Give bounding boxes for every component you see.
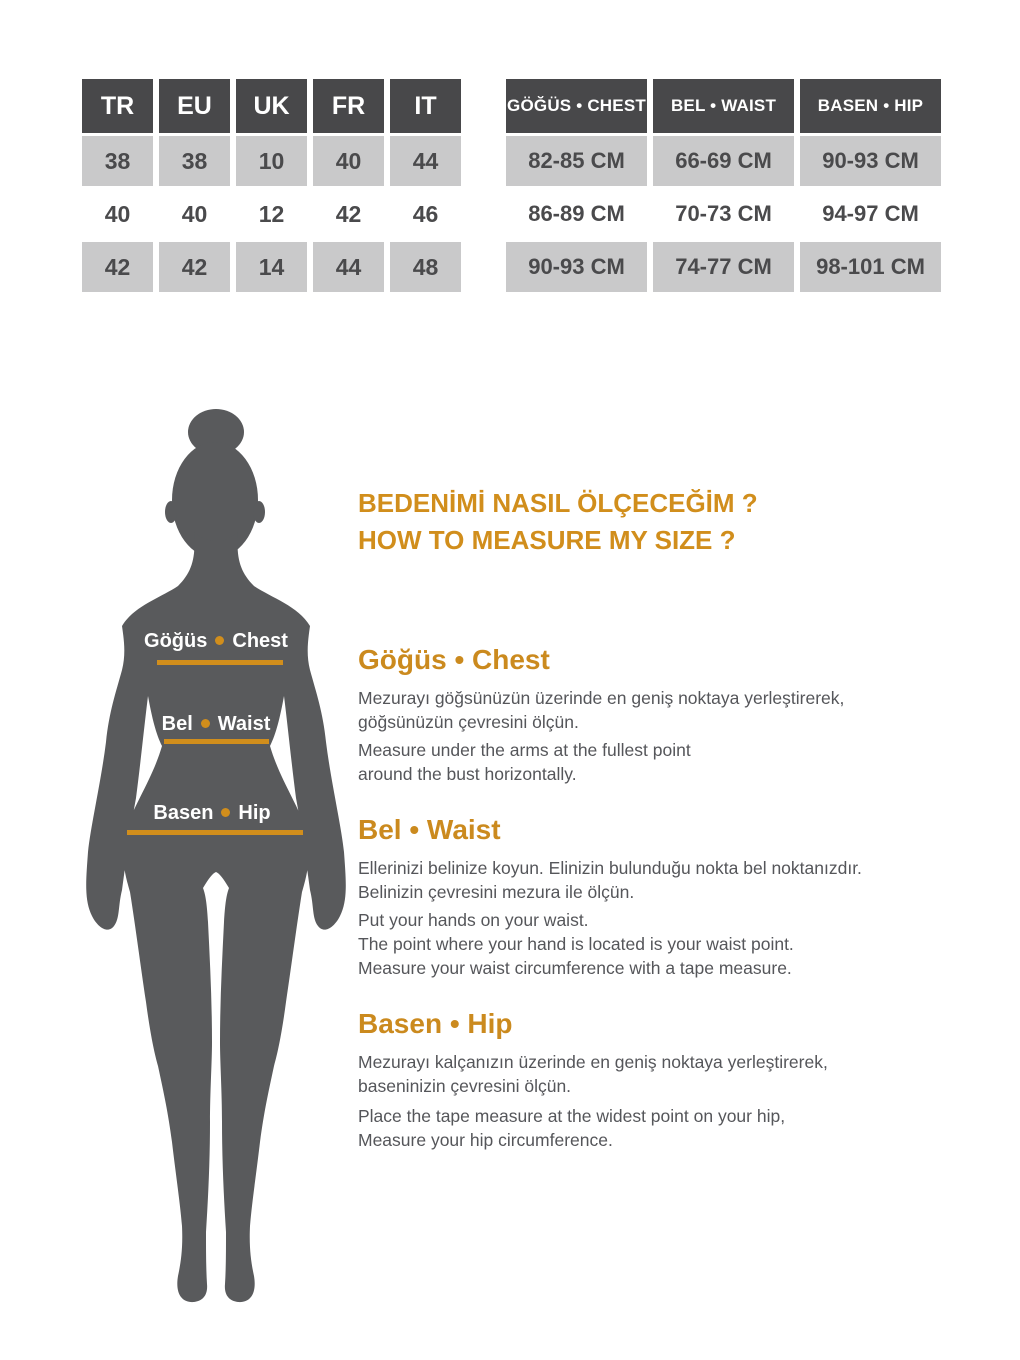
table-cell: 38 <box>159 136 230 186</box>
table-header-cell: BASEN • HIP <box>800 79 941 133</box>
table-header-cell: GÖĞÜS • CHEST <box>506 79 647 133</box>
table-cell: 66-69 CM <box>653 136 794 186</box>
table-cell: 48 <box>390 242 461 292</box>
figure-label-chest <box>106 630 326 653</box>
table-header-cell: IT <box>390 79 461 133</box>
figure-label-word-en: Hip <box>238 802 271 824</box>
waist-measure-line <box>164 739 269 744</box>
table-header-cell: EU <box>159 79 230 133</box>
table-cell: 40 <box>181 200 208 227</box>
table-cell: 40 <box>313 136 384 186</box>
section-heading-hip: Basen • Hip <box>358 1008 513 1039</box>
table-header-cell: TR <box>82 79 153 133</box>
figure-label-word-en: Waist <box>217 713 271 735</box>
figure-label-hip <box>102 802 322 825</box>
figure-label-word-en: Chest <box>232 630 288 652</box>
section-heading-chest: Göğüs • Chest <box>358 644 550 675</box>
table-cell: 10 <box>236 136 307 186</box>
table-header-cell: UK <box>236 79 307 133</box>
table-cell: 14 <box>236 242 307 292</box>
table-cell: 90-93 CM <box>506 242 647 292</box>
table-cell: 40 <box>104 200 131 227</box>
table-cell: 38 <box>82 136 153 186</box>
table-cell: 42 <box>159 242 230 292</box>
table-header-cell: FR <box>313 79 384 133</box>
hip-measure-line <box>127 830 303 835</box>
bullet-dot-icon <box>201 719 210 728</box>
table-cell: 86-89 CM <box>528 201 625 226</box>
section-heading-waist: Bel • Waist <box>358 814 501 845</box>
bullet-dot-icon <box>221 808 230 817</box>
measure-guide <box>358 486 990 1206</box>
guide-title-en: HOW TO MEASURE MY SIZE ? <box>358 525 736 555</box>
figure-label-word-tr: Göğüs <box>144 630 208 652</box>
measurement-range-table <box>506 79 941 292</box>
section-text-en: Measure under the arms at the fullest point around the bust horizontally. <box>358 740 691 784</box>
head-shape <box>172 442 258 558</box>
female-body-silhouette <box>82 400 362 1310</box>
bullet-dot-icon <box>215 636 224 645</box>
table-cell: 70-73 CM <box>675 201 772 226</box>
table-cell: 42 <box>335 200 362 227</box>
section-text-tr: Mezurayı göğsünüzün üzerinde en geniş noktaya yerleştirerek, göğsünüzün çevresini ölçün. <box>358 688 845 732</box>
table-cell: 82-85 CM <box>506 136 647 186</box>
table-cell: 44 <box>390 136 461 186</box>
ear-shape <box>253 501 265 523</box>
table-cell: 74-77 CM <box>653 242 794 292</box>
guide-title-tr: BEDENİMİ NASIL ÖLÇECEĞİM ? <box>358 488 758 518</box>
section-text-tr: Mezurayı kalçanızın üzerinde en geniş noktaya yerleştirerek, baseninizin çevresini ölçün. <box>358 1052 828 1096</box>
table-cell: 90-93 CM <box>800 136 941 186</box>
size-conversion-table <box>82 79 461 292</box>
section-text-en: Put your hands on your waist. The point where your hand is located is your waist point. Measure your waist circumference with a tape measure. <box>358 910 794 978</box>
ear-shape <box>165 501 177 523</box>
figure-label-word-tr: Basen <box>153 802 214 824</box>
figure-label-waist <box>106 713 326 736</box>
table-cell: 98-101 CM <box>800 242 941 292</box>
chest-measure-line <box>157 660 283 665</box>
table-cell: 94-97 CM <box>822 201 919 226</box>
table-cell: 12 <box>258 200 285 227</box>
section-text-tr: Ellerinizi belinize koyun. Elinizin bulunduğu nokta bel noktanızdır. Belinizin çevresini mezura ile ölçün. <box>358 858 862 902</box>
section-text-en: Place the tape measure at the widest point on your hip, Measure your hip circumference. <box>358 1106 786 1150</box>
figure-label-word-tr: Bel <box>161 713 193 735</box>
table-header-cell: BEL • WAIST <box>653 79 794 133</box>
table-cell: 44 <box>313 242 384 292</box>
table-cell: 42 <box>82 242 153 292</box>
table-cell: 46 <box>412 200 439 227</box>
